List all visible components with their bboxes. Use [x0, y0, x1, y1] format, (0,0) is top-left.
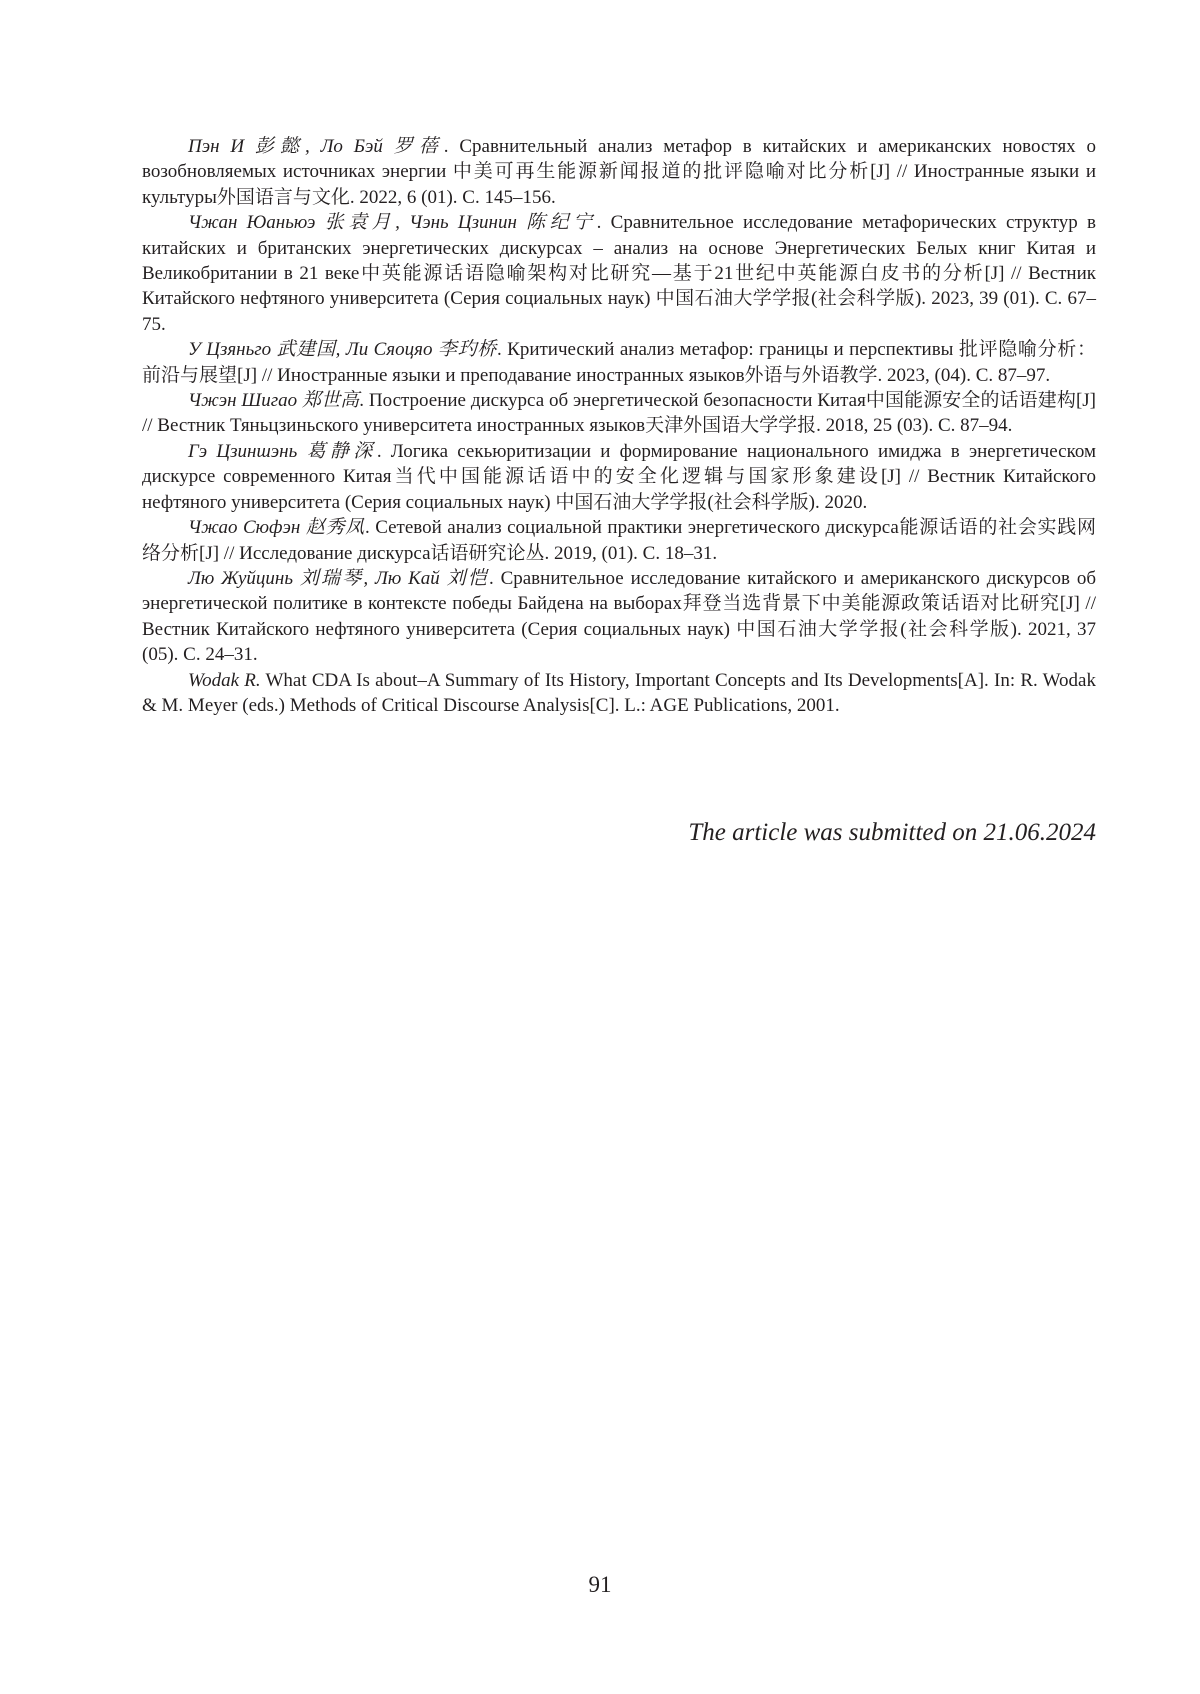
- reference-text: . Логика секьюритизации и формирование национального имиджа в энергетическом дискурсе современного Китая当代中国能源话语中的安全化逻辑与国家形象建设[J] // Вестник Китайского нефтяного университета (Серия социальных наук) 中国石油大学学报(社会科学版). 2020.: [142, 440, 1096, 513]
- reference-authors: Wodak R.: [188, 669, 261, 691]
- reference-authors: Лю Жуйцинь 刘瑞琴, Лю Кай 刘恺: [188, 567, 489, 589]
- reference-authors: У Цзяньго 武建国, Ли Сяоцяо 李玓桥: [188, 339, 497, 361]
- reference-text: . Критический анализ метафор: границы и перспективы 批评隐喻分析：前沿与展望[J] // Иностранные языки и преподавание иностранных языков外语与外语教学. 2023, (04). C. 87–97.: [142, 339, 1096, 386]
- reference-item: [142, 134, 1096, 210]
- reference-text: What CDA Is about–A Summary of Its History, Important Concepts and Its Developments[A]. In: R. Wodak & M. Meyer (eds.) Methods of Critical Discourse Analysis[C]. L.: AGE Publications, 2001.: [142, 669, 1096, 716]
- reference-item: [142, 210, 1096, 337]
- reference-text: . Сетевой анализ социальной практики энергетического дискурса能源话语的社会实践网络分析[J] // Исследование дискурса话语研究论丛. 2019, (01). C. 18–31.: [142, 517, 1096, 564]
- reference-text: . Сравнительное исследование метафорических структур в китайских и британских энергетических дискурсах – анализ на основе Энергетических Белых книг Китая и Великобритании в 21 веке中英能源话语隐喻架构对比研究—基于21世纪中英能源白皮书的分析[J] // Вестник Китайского нефтяного университета (Серия социальных наук) 中国石油大学学报(社会科学版). 2023, 39 (01). C. 67–75.: [142, 212, 1096, 335]
- reference-item: [142, 439, 1096, 515]
- reference-item: [142, 337, 1096, 388]
- submission-date-note: The article was submitted on 21.06.2024: [688, 819, 1096, 846]
- page-number: 91: [588, 1572, 612, 1597]
- reference-list: [142, 134, 1096, 718]
- reference-authors: Чжан Юаньюэ 张袁月, Чэнь Цзинин 陈纪宁: [188, 212, 597, 234]
- reference-text: . Построение дискурса об энергетической безопасности Китая中国能源安全的话语建构[J] // Вестник Тяньцзиньского университета иностранных языков天津外国语大学学报. 2018, 25 (03). C. 87–94.: [142, 390, 1097, 437]
- reference-item: [142, 566, 1096, 668]
- reference-authors: Чжао Сюфэн 赵秀凤: [188, 517, 365, 539]
- reference-authors: Пэн И 彭懿, Ло Бэй 罗蓓: [188, 136, 444, 157]
- reference-item: [142, 388, 1096, 439]
- reference-authors: Гэ Цзиншэнь 葛静深: [188, 440, 377, 462]
- reference-item: [142, 515, 1096, 566]
- reference-text: . Сравнительный анализ метафор в китайских и американских новостях о возобновляемых источниках энергии 中美可再生能源新闻报道的批评隐喻对比分析[J] // Иностранные языки и культуры外国语言与文化. 2022, 6 (01). C. 145–156.: [142, 136, 1096, 208]
- reference-authors: Чжэн Шигао 郑世高: [188, 390, 360, 412]
- reference-text: . Сравнительное исследование китайского и американского дискурсов об энергетической политике в контексте победы Байдена на выборах拜登当选背景下中美能源政策话语对比研究[J] // Вестник Китайского нефтяного университета (Серия социальных наук) 中国石油大学学报(社会科学版). 2021, 37 (05). C. 24–31.: [142, 567, 1097, 666]
- reference-item: [142, 668, 1096, 719]
